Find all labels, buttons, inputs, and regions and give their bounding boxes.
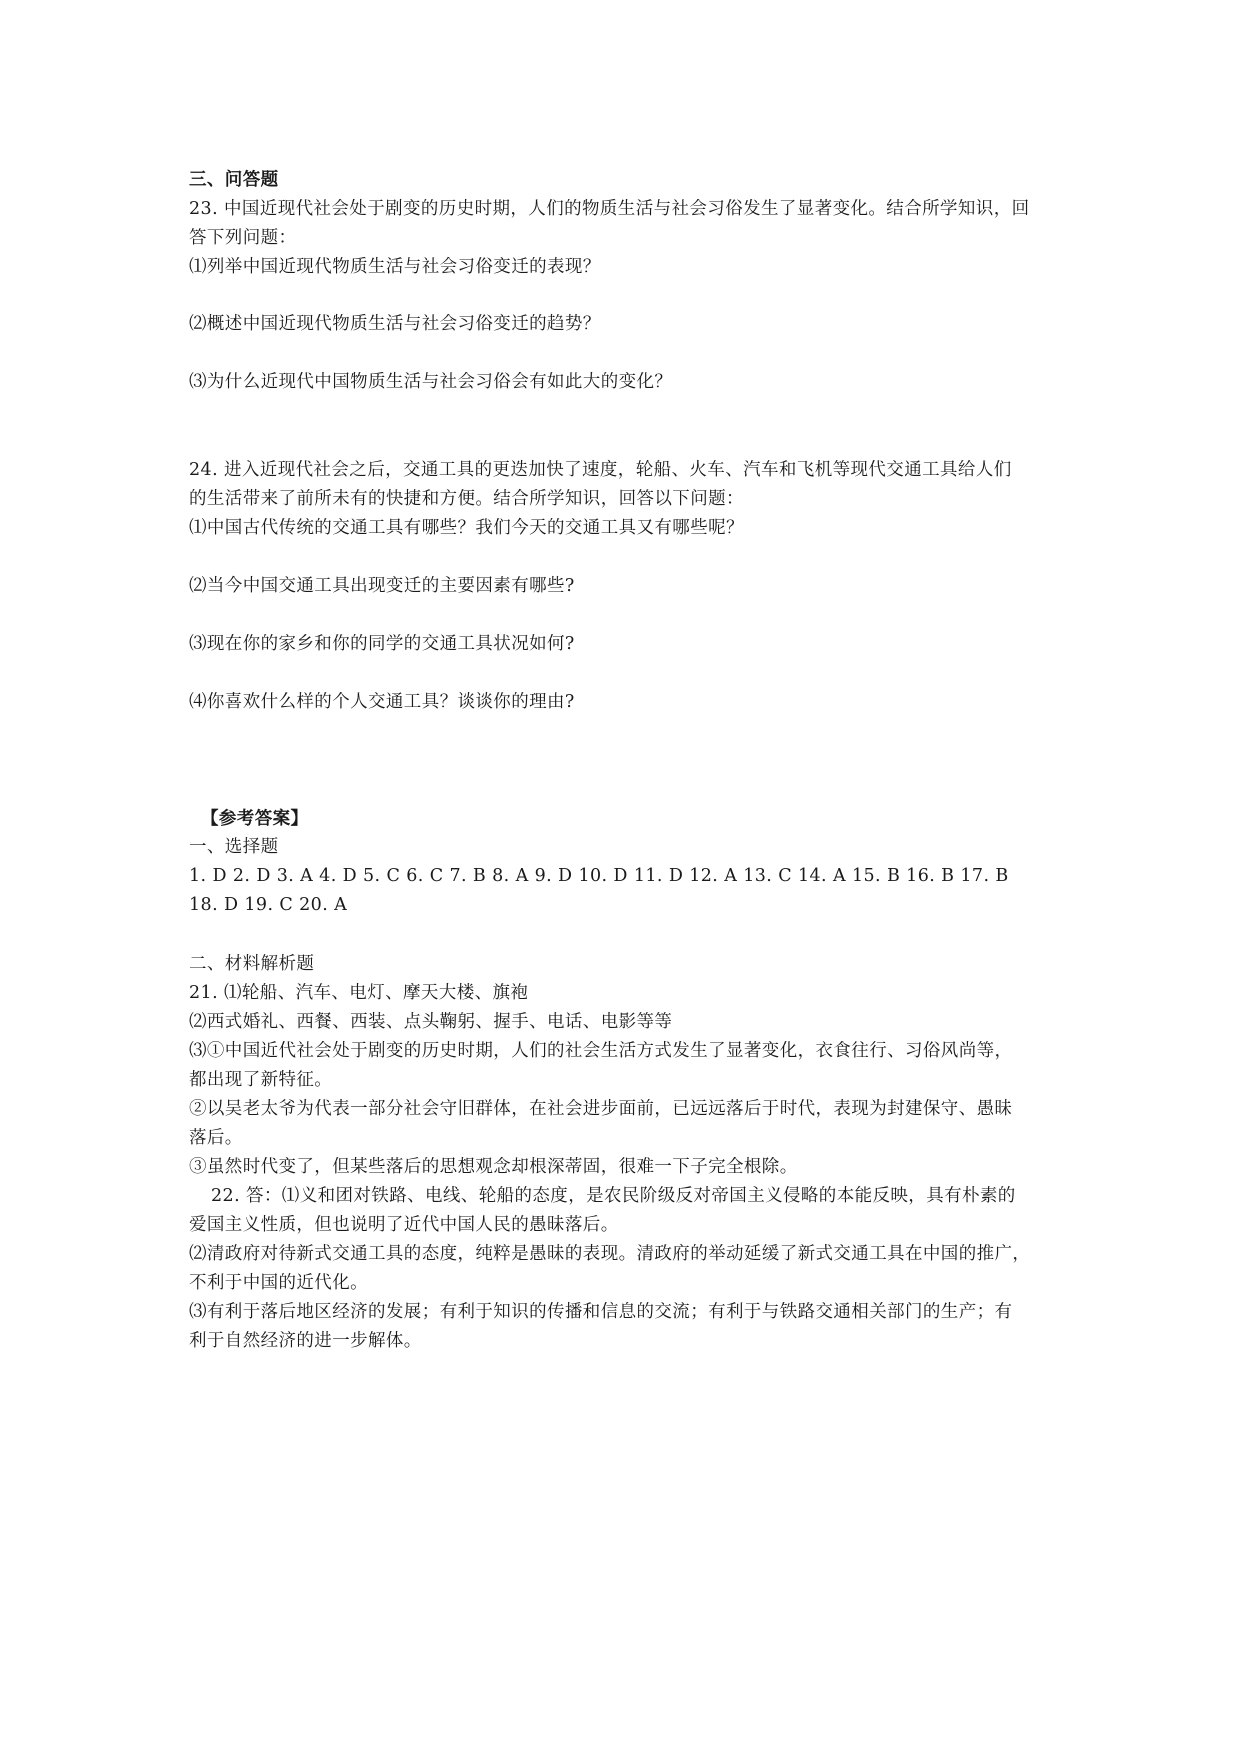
- q22-answer-2a: ⑵清政府对待新式交通工具的态度，纯粹是愚昧的表现。清政府的举动延缓了新式交通工具在中国的推广，: [189, 1244, 1031, 1264]
- q23-stem-line1: 23. 中国近现代社会处于剧变的历史时期，人们的物质生活与社会习俗发生了显著变化。结合所学知识，回: [189, 199, 1030, 219]
- choice-answers-line2: 18. D 19. C 20. A: [189, 895, 348, 915]
- q24-sub4: ⑷你喜欢什么样的个人交通工具？谈谈你的理由?: [189, 692, 575, 712]
- q21-answer-3a: ⑶①中国近代社会处于剧变的历史时期，人们的社会生活方式发生了显著变化，衣食往行、习俗风尚等，: [189, 1041, 1013, 1061]
- q23-sub2: ⑵概述中国近现代物质生活与社会习俗变迁的趋势？: [189, 314, 601, 334]
- q22-answer-1b: 爱国主义性质，但也说明了近代中国人民的愚昧落后。: [189, 1215, 619, 1235]
- q24-stem-line1: 24. 进入近现代社会之后，交通工具的更迭加快了速度，轮船、火车、汽车和飞机等现代交通工具给人们: [189, 460, 1012, 480]
- choice-heading: 一、选择题: [189, 837, 279, 857]
- section-heading-qa: 三、问答题: [189, 170, 279, 190]
- material-heading: 二、材料解析题: [189, 954, 315, 974]
- q24-sub3: ⑶现在你的家乡和你的同学的交通工具状况如何?: [189, 634, 575, 654]
- q23-sub1: ⑴列举中国近现代物质生活与社会习俗变迁的表现？: [189, 257, 601, 277]
- q21-answer-3e: ③虽然时代变了，但某些落后的思想观念却根深蒂固，很难一下子完全根除。: [189, 1157, 798, 1177]
- q22-answer-1a: 22. 答：⑴义和团对铁路、电线、轮船的态度，是农民阶级反对帝国主义侵略的本能反映，具有朴素的: [211, 1186, 1016, 1206]
- q21-answer-3d: 落后。: [189, 1128, 243, 1148]
- q23-stem-line2: 答下列问题：: [189, 228, 297, 248]
- q22-answer-3b: 利于自然经济的进一步解体。: [189, 1331, 422, 1351]
- choice-answers-line1: 1. D 2. D 3. A 4. D 5. C 6. C 7. B 8. A 9. D 10. D 11. D 12. A 13. C 14. A 15. B 16. B 17. B: [189, 866, 1009, 886]
- answers-heading: 【参考答案】: [201, 809, 309, 829]
- q23-sub3: ⑶为什么近现代中国物质生活与社会习俗会有如此大的变化？: [189, 372, 673, 392]
- q24-sub1: ⑴中国古代传统的交通工具有哪些？我们今天的交通工具又有哪些呢？: [189, 518, 744, 538]
- q24-sub2: ⑵当今中国交通工具出现变迁的主要因素有哪些?: [189, 576, 575, 596]
- document-page: [189, 0, 1069, 1754]
- q21-answer-3b: 都出现了新特征。: [189, 1070, 333, 1090]
- q21-answer-2: ⑵西式婚礼、西餐、西装、点头鞠躬、握手、电话、电影等等: [189, 1012, 673, 1032]
- q22-answer-3a: ⑶有利于落后地区经济的发展；有利于知识的传播和信息的交流；有利于与铁路交通相关部门的生产；有: [189, 1302, 1013, 1322]
- q24-stem-line2: 的生活带来了前所未有的快捷和方便。结合所学知识，回答以下问题：: [189, 489, 744, 509]
- q22-answer-2b: 不利于中国的近代化。: [189, 1273, 368, 1293]
- q21-answer-1: 21. ⑴轮船、汽车、电灯、摩天大楼、旗袍: [189, 983, 529, 1003]
- q21-answer-3c: ②以吴老太爷为代表一部分社会守旧群体，在社会进步面前，已远远落后于时代，表现为封建保守、愚昧: [189, 1099, 1013, 1119]
